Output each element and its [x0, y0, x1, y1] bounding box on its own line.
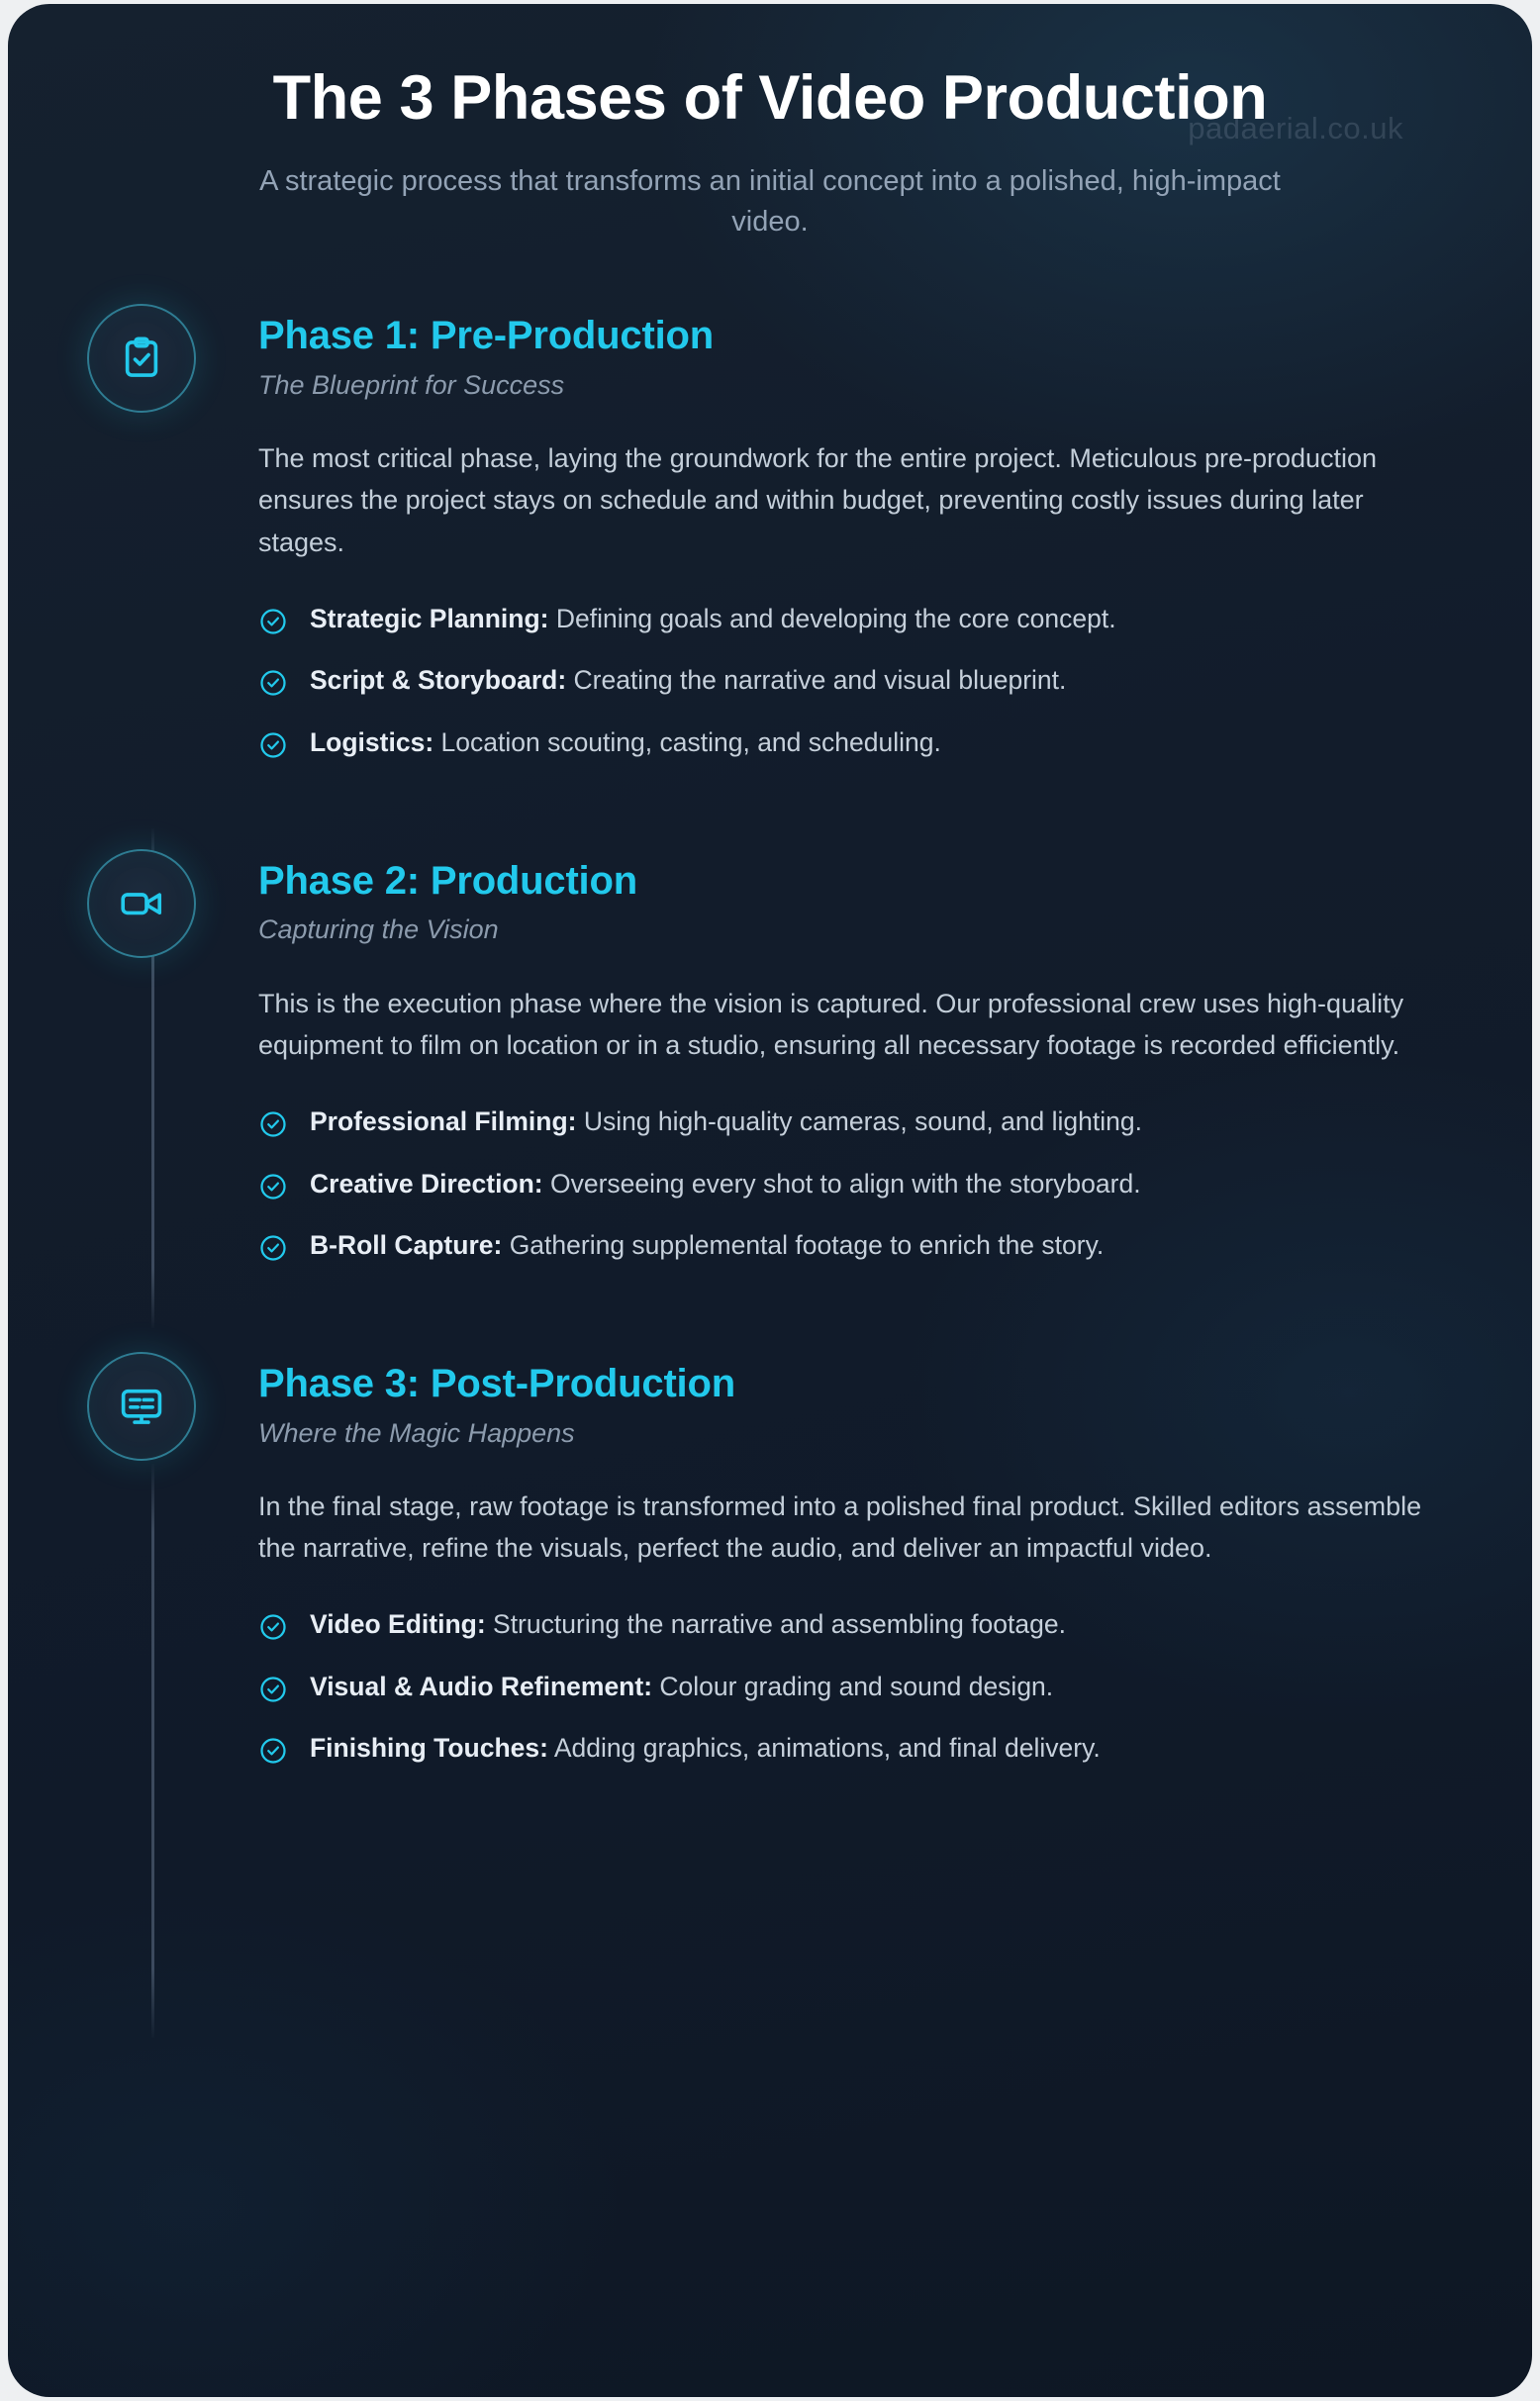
phase-1-body — [196, 304, 1532, 761]
check-circle-icon — [258, 1172, 288, 1201]
list-item — [258, 662, 1438, 700]
list-item-label: Script & Storyboard: — [310, 665, 567, 696]
phase-2-list — [258, 1104, 1438, 1265]
check-circle-icon — [258, 1675, 288, 1704]
list-item-text — [310, 662, 1066, 700]
clipboard-check-icon — [119, 336, 164, 381]
phase-3-body — [196, 1352, 1532, 1768]
list-item — [258, 1227, 1438, 1265]
list-item — [258, 1730, 1455, 1768]
phase-3-description: In the final stage, raw footage is transformed into a polished final product. Skilled editors assemble the narrative, refine the visuals, perfect the audio, and deliver an impactful video. — [258, 1490, 1422, 1564]
list-item-detail: Overseeing every shot to align with the storyboard. — [542, 1168, 1141, 1199]
phase-3-tagline: Where the Magic Happens — [258, 1417, 575, 1448]
phase-3-list — [258, 1606, 1455, 1768]
list-item-text — [310, 601, 1116, 638]
phase-1-title: Phase 1: Pre-Production — [258, 314, 714, 358]
list-item-label: Professional Filming: — [310, 1105, 577, 1136]
phase-2-title: Phase 2: Production — [258, 858, 637, 903]
list-item-text — [310, 724, 941, 762]
phase-1-icon-badge — [87, 304, 196, 413]
video-camera-icon — [119, 881, 164, 926]
list-item — [258, 601, 1438, 638]
phase-section-3 — [8, 1352, 1532, 1768]
phase-2-body — [196, 849, 1532, 1265]
list-item-text — [310, 1606, 1066, 1644]
list-item-detail: Using high-quality cameras, sound, and lighting. — [576, 1105, 1143, 1136]
list-item-detail: Creating the narrative and visual blueprint. — [566, 665, 1067, 696]
phase-section-1 — [8, 304, 1532, 761]
list-item-label: Visual & Audio Refinement: — [310, 1671, 653, 1701]
list-item-text — [310, 1669, 1053, 1706]
monitor-edit-icon — [119, 1384, 164, 1429]
list-item-text — [310, 1104, 1142, 1141]
list-item — [258, 1104, 1438, 1141]
header — [8, 4, 1532, 242]
list-item-detail: Defining goals and developing the core concept. — [548, 603, 1116, 633]
check-circle-icon — [258, 607, 288, 636]
phase-1-description: The most critical phase, laying the groundwork for the entire project. Meticulous pre-production ensures the project stays on schedule and within budget, preventing costly issues during later stages. — [258, 443, 1378, 557]
timeline-connector-2 — [151, 1464, 154, 2038]
list-item-detail: Adding graphics, animations, and final delivery. — [547, 1733, 1101, 1764]
list-item-text — [310, 1166, 1141, 1203]
phase-3-title: Phase 3: Post-Production — [258, 1361, 735, 1405]
list-item-detail: Gathering supplemental footage to enrich the story. — [502, 1230, 1105, 1261]
list-item-detail: Structuring the narrative and assembling footage. — [485, 1609, 1066, 1640]
list-item-label: Finishing Touches: — [310, 1733, 548, 1764]
list-item — [258, 1166, 1438, 1203]
page-title: The 3 Phases of Video Production — [272, 63, 1268, 133]
check-circle-icon — [258, 1736, 288, 1766]
phase-1-list — [258, 601, 1438, 762]
phase-2-icon-badge — [87, 849, 196, 958]
page-subtitle: A strategic process that transforms an initial concept into a polished, high-impact video. — [259, 164, 1281, 238]
phases-timeline — [8, 304, 1532, 1807]
list-item-text — [310, 1730, 1101, 1768]
phase-2-tagline: Capturing the Vision — [258, 914, 499, 945]
list-item-label: Strategic Planning: — [310, 603, 549, 633]
phase-section-2 — [8, 849, 1532, 1265]
list-item-text — [310, 1227, 1104, 1265]
list-item — [258, 724, 1438, 762]
check-circle-icon — [258, 1109, 288, 1139]
phase-2-description: This is the execution phase where the vision is captured. Our professional crew uses high-quality equipment to film on location or in a studio, ensuring all necessary footage is recorded efficiently. — [258, 988, 1404, 1060]
infographic-card — [8, 4, 1532, 2397]
check-circle-icon — [258, 730, 288, 760]
list-item-detail: Location scouting, casting, and scheduling. — [433, 726, 941, 757]
list-item-label: B-Roll Capture: — [310, 1230, 503, 1261]
check-circle-icon — [258, 1612, 288, 1642]
phase-3-icon-badge — [87, 1352, 196, 1461]
list-item-label: Logistics: — [310, 726, 434, 757]
watermark-text: padaerial.co.uk — [1188, 111, 1403, 145]
list-item — [258, 1606, 1455, 1644]
list-item-label: Video Editing: — [310, 1609, 486, 1640]
check-circle-icon — [258, 668, 288, 698]
check-circle-icon — [258, 1233, 288, 1263]
list-item-detail: Colour grading and sound design. — [652, 1671, 1054, 1701]
list-item — [258, 1669, 1455, 1706]
phase-1-tagline: The Blueprint for Success — [258, 369, 565, 400]
list-item-label: Creative Direction: — [310, 1168, 543, 1199]
